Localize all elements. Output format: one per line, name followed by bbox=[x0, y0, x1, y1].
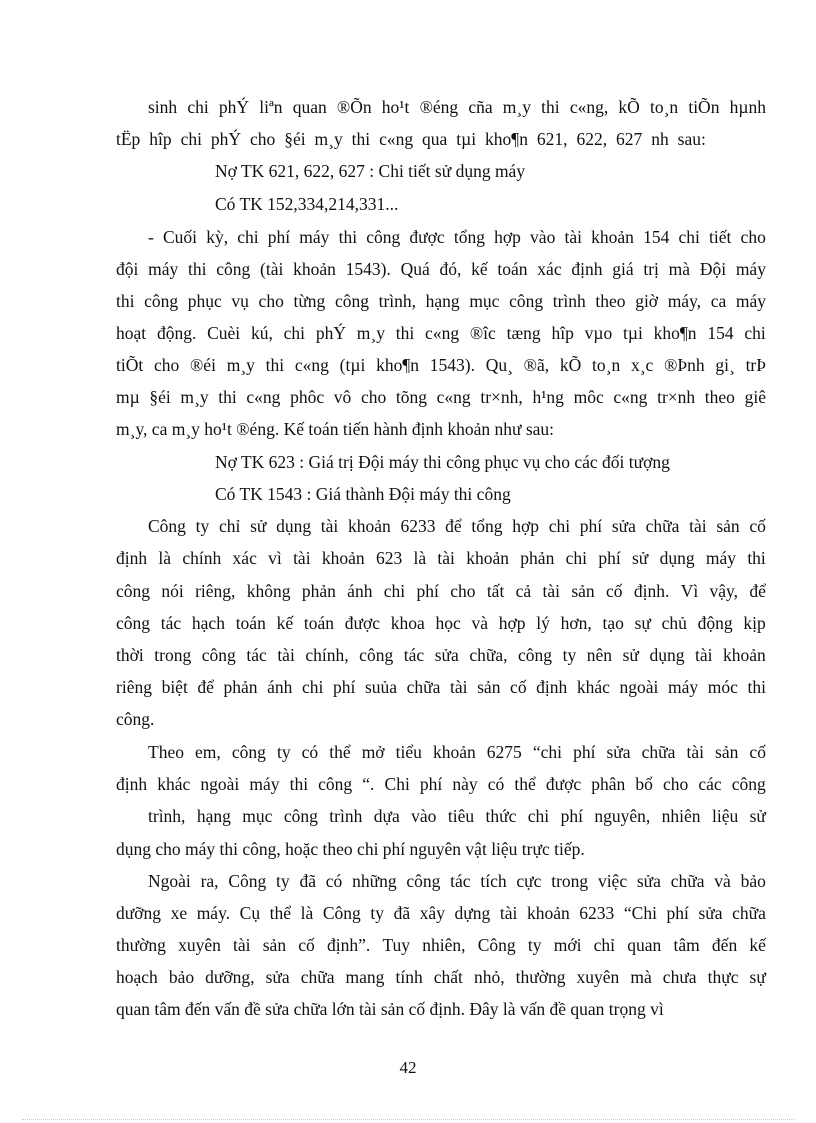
text-line: dụng cho máy thi công, hoặc theo chi phí nguyên vật liệu trực tiếp. bbox=[116, 839, 585, 859]
text-line: Nợ TK 623 : Giá trị Đội máy thi công phục vụ cho các đối tượng bbox=[215, 452, 670, 472]
text-line: dưỡng xe máy. Cụ thể là Công ty đã xây dựng tài khoản 6233 “Chi phí sửa chữa bbox=[116, 903, 766, 923]
text-line: định là chính xác vì tài khoản 623 là tài khoản phản chi phí sử dụng máy thi bbox=[116, 548, 766, 568]
text-line: mµ §éi m¸y thi c«ng phôc vô cho tõng c«ng tr×nh, h¹ng môc c«ng tr×nh theo giê bbox=[116, 387, 766, 407]
text-line: Có TK 152,334,214,331... bbox=[215, 194, 399, 214]
text-line: thời trong công tác tài chính, công tác sửa chữa, công ty nên sử dụng tài khoản bbox=[116, 645, 766, 665]
text-line: hoạt động. Cuèi kú, chi phÝ m¸y thi c«ng ®îc tæng hîp vµo tµi kho¶n 154 chi bbox=[116, 323, 766, 343]
text-line: định khác ngoài máy thi công “. Chi phí này có thể được phân bổ cho các công bbox=[116, 774, 766, 794]
text-line: Nợ TK 621, 622, 627 : Chi tiết sử dụng máy bbox=[215, 161, 526, 181]
text-line: m¸y, ca m¸y ho¹t ®éng. Kế toán tiến hành định khoản như sau: bbox=[116, 419, 555, 439]
text-line: công tác hạch toán kế toán được khoa học và hợp lý hơn, tạo sự chủ động kịp bbox=[116, 613, 766, 633]
text-line: tiÕt cho ®éi m¸y thi c«ng (tµi kho¶n 1543). Qu¸ ®ã, kÕ to¸n x¸c ®Þnh gi¸ trÞ bbox=[116, 355, 766, 375]
text-line: Theo em, công ty có thể mở tiểu khoản 6275 “chi phí sửa chữa tài sản cố bbox=[148, 742, 766, 762]
text-line: Công ty chỉ sử dụng tài khoản 6233 để tổng hợp chi phí sửa chữa tài sản cố bbox=[148, 516, 766, 536]
text-line: - Cuối kỳ, chi phí máy thi công được tổng hợp vào tài khoản 154 chi tiết cho bbox=[148, 227, 766, 247]
text-line: riêng biệt để phản ánh chi phí suủa chữa tài sản cố định khác ngoài máy móc thi bbox=[116, 677, 766, 697]
text-line: Có TK 1543 : Giá thành Đội máy thi công bbox=[215, 484, 511, 504]
text-line: đội máy thi công (tài khoản 1543). Quá đó, kế toán xác định giá trị mà Đội máy bbox=[116, 259, 766, 279]
text-line: công nói riêng, không phản ánh chi phí cho tất cả tài sản cố định. Vì vậy, để bbox=[116, 581, 766, 601]
text-line: tËp hîp chi phÝ cho §éi m¸y thi c«ng qua tµi kho¶n 621, 622, 627 nh sau: bbox=[116, 129, 706, 149]
text-line: hoạch bảo dưỡng, sửa chữa mang tính chất nhỏ, thường xuyên mà chưa thực sự bbox=[116, 967, 766, 987]
text-line: sinh chi phÝ liªn quan ®Õn ho¹t ®éng cña m¸y thi c«ng, kÕ to¸n tiÕn hµnh bbox=[148, 97, 766, 117]
text-line: thi công phục vụ cho từng công trình, hạng mục công trình theo giờ máy, ca máy bbox=[116, 291, 766, 311]
text-line: thường xuyên tài sản cố định”. Tuy nhiên, Công ty mới chỉ quan tâm đến kế bbox=[116, 935, 766, 955]
text-line: quan tâm đến vấn đề sửa chữa lớn tài sản cố định. Đây là vấn đề quan trọng vì bbox=[116, 999, 664, 1019]
text-line: trình, hạng mục công trình dựa vào tiêu thức chi phí nguyên, nhiên liệu sử bbox=[148, 806, 766, 826]
text-line: công. bbox=[116, 709, 155, 729]
page-number: 42 bbox=[399, 1058, 417, 1077]
bottom-dotted-rule bbox=[22, 1119, 794, 1120]
text-line: Ngoài ra, Công ty đã có những công tác tích cực trong việc sửa chữa và bảo bbox=[148, 871, 766, 891]
